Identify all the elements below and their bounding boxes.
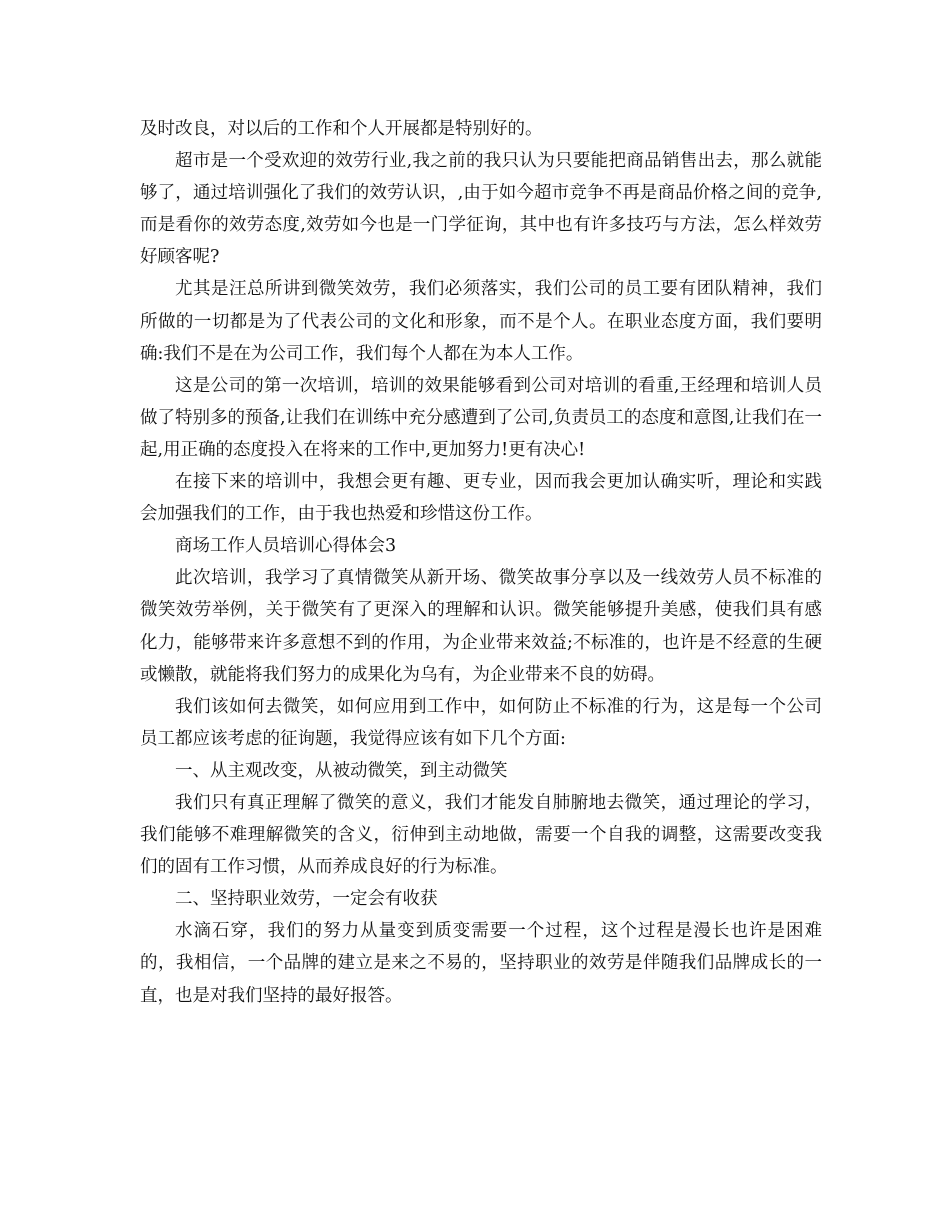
paragraph-4: 这是公司的第一次培训，培训的效果能够看到公司对培训的看重,王经理和培训人员做了特别多的预备,让我们在训练中充分感遭到了公司,负责员工的态度和意图,让我们在一起,用正确的态度投入在将来的工作中,更加努力!更有决心!: [140, 375, 822, 460]
subheading-1: 一、从主观改变，从被动微笑，到主动微笑: [175, 760, 508, 781]
paragraph-10: 我们只有真正理解了微笑的意义，我们才能发自肺腑地去微笑，通过理论的学习，我们能够不难理解微笑的含义，衍伸到主动地做，需要一个自我的调整，这需要改变我们的固有工作习惯，从而养成良好的行为标准。: [140, 792, 822, 878]
paragraph-8: 我们该如何去微笑，如何应用到工作中，如何防止不标准的行为，这是每一个公司员工都应该考虑的征询题，我觉得应该有如下几个方面:: [140, 696, 822, 749]
paragraph-7: 此次培训，我学习了真情微笑从新开场、微笑故事分享以及一线效劳人员不标准的微笑效劳举例，关于微笑有了更深入的理解和认识。微笑能够提升美感，使我们具有感化力，能够带来许多意想不到的作用，为企业带来效益;不标准的，也许是不经意的生硬或懒散，就能将我们努力的成果化为乌有，为企业带来不良的妨碍。: [140, 568, 822, 685]
subheading-2: 二、坚持职业效劳，一定会有收获: [175, 889, 438, 910]
document-body: [140, 113, 822, 1012]
paragraph-3: 尤其是汪总所讲到微笑效劳，我们必须落实，我们公司的员工要有团队精神，我们所做的一切都是为了代表公司的文化和形象，而不是个人。在职业态度方面，我们要明确:我们不是在为公司工作，我们每个人都在为本人工作。: [140, 279, 822, 364]
paragraph-2: 超市是一个受欢迎的效劳行业,我之前的我只认为只要能把商品销售出去，那么就能够了，通过培训强化了我们的效劳认识，,由于如今超市竞争不再是商品价格之间的竞争,而是看你的效劳态度,效劳如今也是一门学征询，其中也有许多技巧与方法，怎么样效劳好顾客呢?: [140, 151, 822, 268]
paragraph-12: 水滴石穿，我们的努力从量变到质变需要一个过程，这个过程是漫长也许是困难的，我相信，一个品牌的建立是来之不易的，坚持职业的效劳是伴随我们品牌成长的一直，也是对我们坚持的最好报答。: [140, 921, 822, 1006]
section-heading-3: 商场工作人员培训心得体会3: [175, 536, 397, 557]
paragraph-5: 在接下来的培训中，我想会更有趣、更专业，因而我会更加认确实听，理论和实践会加强我们的工作，由于我也热爱和珍惜这份工作。: [140, 472, 822, 525]
paragraph-1: 及时改良，对以后的工作和个人开展都是特别好的。: [140, 119, 543, 139]
